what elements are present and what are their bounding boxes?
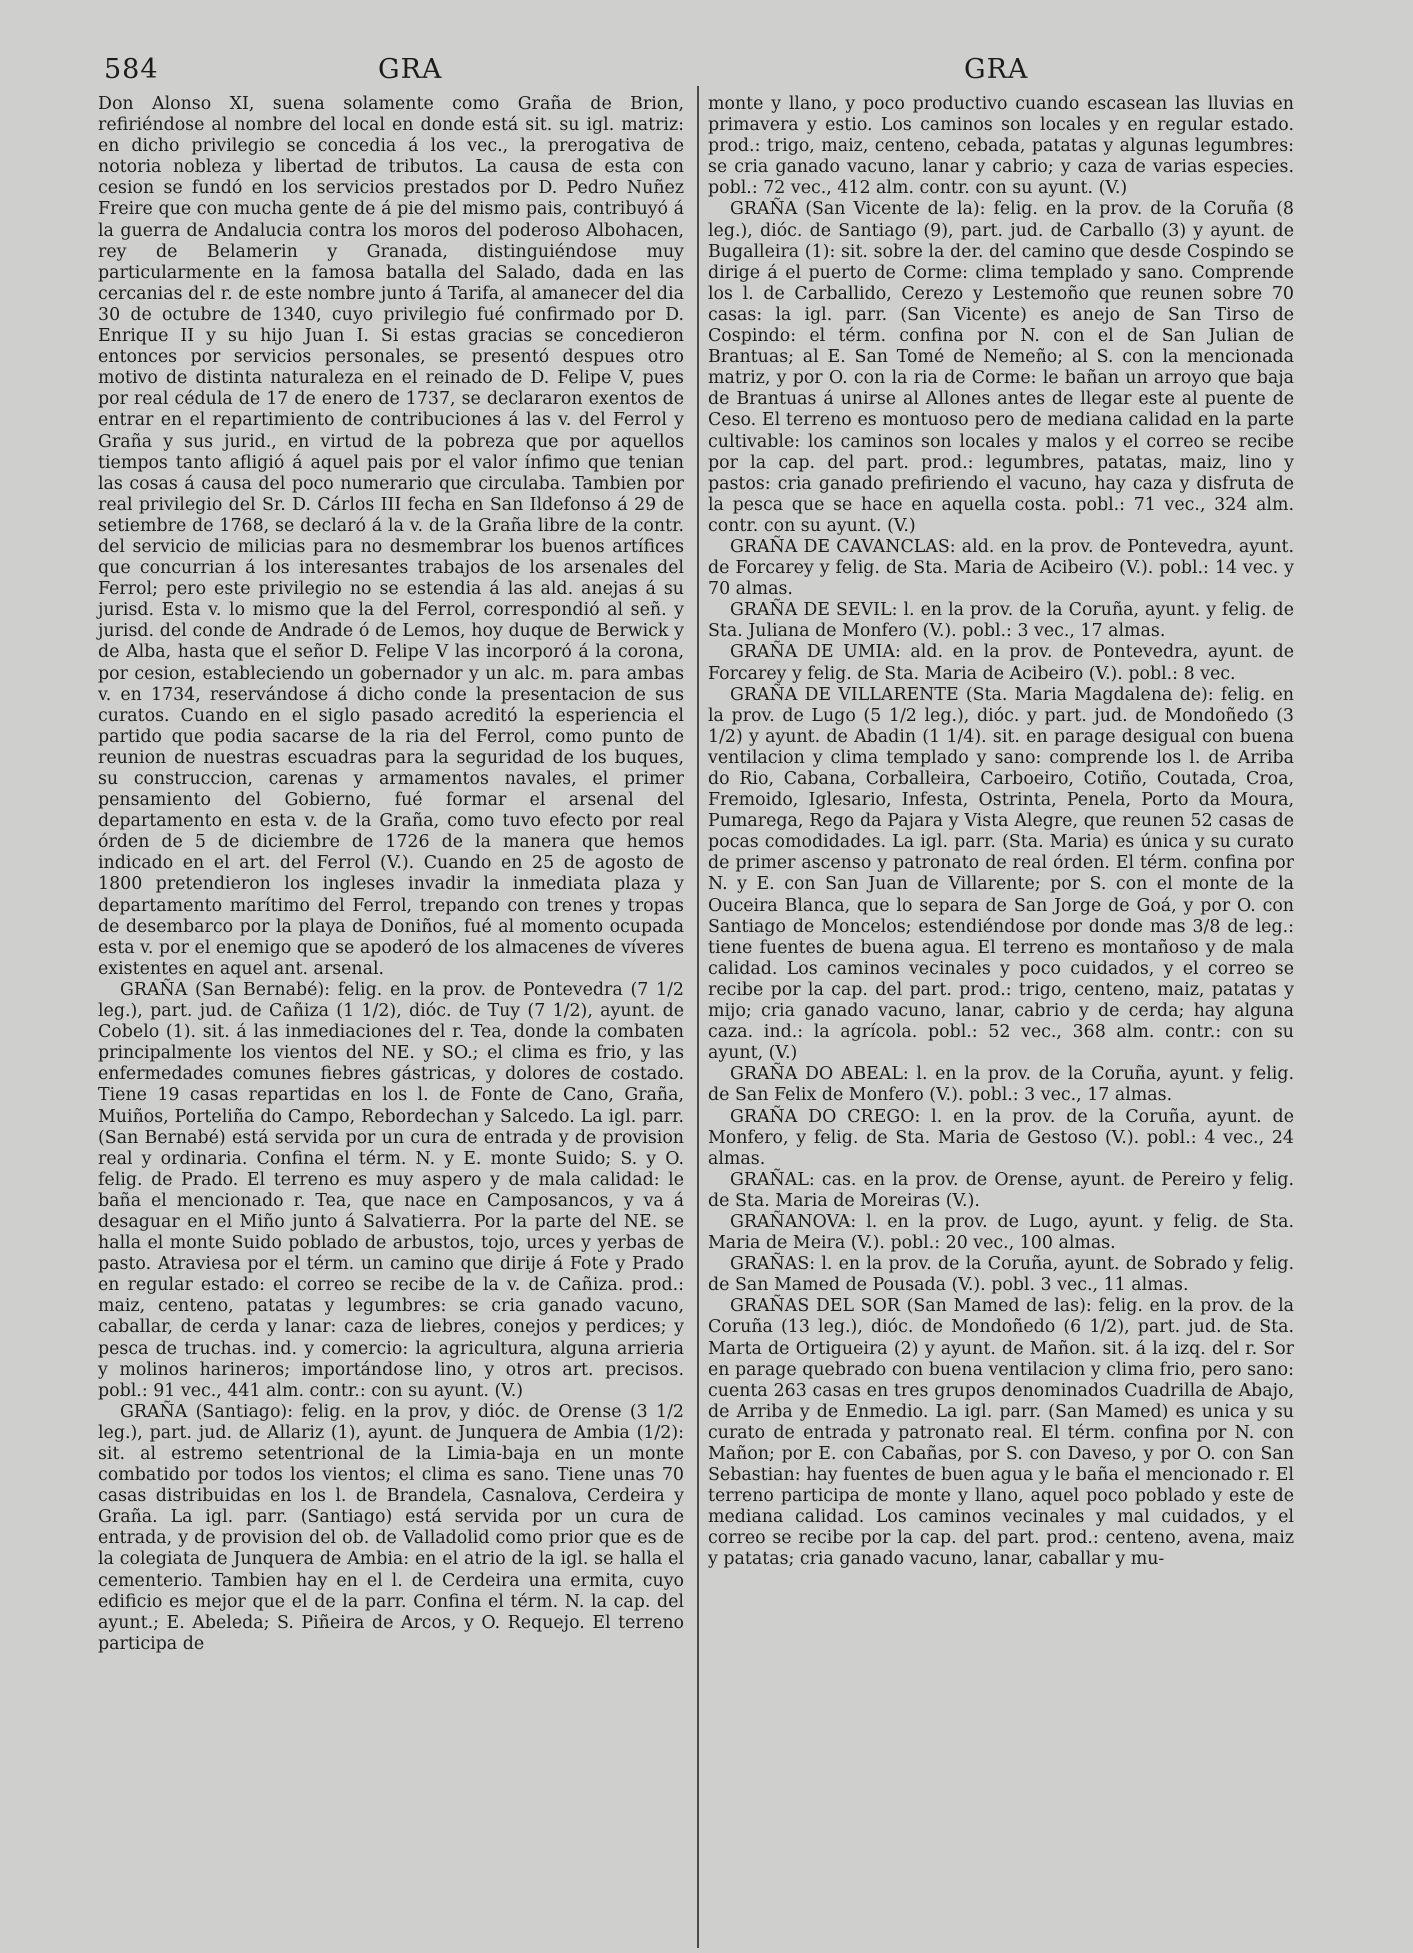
page-number: 584 [104,54,159,85]
right-column [708,94,1294,1571]
entry-paragraph: GRAÑAS DEL SOR (San Mamed de las): felig. en la prov. de la Coruña (13 leg.), dióc. de Mondoñedo (6 1/2), part. jud. de Sta. Marta de Ortigueira (2) y ayunt. de Mañon. sit. á la izq. del r. Sor en parage quebrado con buena ventilacion y clima frio, pero sano: cuenta 263 casas en tres grupos denominados Cuadrilla de Abajo, de Arriba y de Enmedio. La igl. parr. (San Mamed) es unica y su curato de entrada y patronato real. El térm. confina por N. con Mañon; por E. con Cabañas, por S. con Daveso, y por O. con San Sebastian: hay fuentes de buen agua y le baña el mencionado r. El terreno participa de monte y llano, aquel poco poblado y este de mediana calidad. Los caminos vecinales y mal cuidados, y el correo se recibe por la cap. del part. prod.: centeno, avena, maiz y patatas; cria ganado vacuno, lanar, caballar y mu- [708,1296,1294,1570]
left-column [98,94,684,1655]
entry-paragraph: GRAÑA (San Vicente de la): felig. en la prov. de la Coruña (8 leg.), dióc. de Santiago (9), part. jud. de Carballo (3) y ayunt. de Bugalleira (1): sit. sobre la der. del camino que desde Cospindo se dirige á el puerto de Corme: clima templado y sano. Comprende los l. de Carballido, Cerezo y Lestemoño que reunen sobre 70 casas: la igl. parr. (San Vicente) es anejo de San Tirso de Cospindo: el térm. confina por N. con el de San Julian de Brantuas; al E. San Tomé de Nemeño; al S. con la mencionada matriz, y por O. con la ria de Corme: le bañan un arroyo que baja de Brantuas á unirse al Allones antes de llegar este al puente de Ceso. El terreno es montuoso pero de mediana calidad en la parte cultivable: los caminos son locales y malos y el correo se recibe por la cap. del part. prod.: legumbres, patatas, maiz, lino y pastos: cria ganado prefiriendo el vacuno, hay caza y disfruta de la pesca que se hace en aquella costa. pobl.: 71 vec., 324 alm. contr. con su ayunt. (V.) [708,199,1294,536]
entry-paragraph: GRAÑAS: l. en la prov. de la Coruña, ayunt. de Sobrado y felig. de San Mamed de Pousada (V.). pobl. 3 vec., 11 almas. [708,1254,1294,1296]
column-divider [697,86,699,1948]
entry-paragraph: GRAÑANOVA: l. en la prov. de Lugo, ayunt. y felig. de Sta. Maria de Meira (V.). pobl.: 20 vec., 100 almas. [708,1211,1294,1254]
entry-paragraph: GRAÑA (San Bernabé): felig. en la prov. de Pontevedra (7 1/2 leg.), part. jud. de Cañiza (1 1/2), dióc. de Tuy (7 1/2), ayunt. de Cobelo (1). sit. á las inmediaciones del r. Tea, donde la combaten principalmente los vientos del NE. y SO.; el clima es frio, y las enfermedades comunes fiebres gástricas, y dolores de costado. Tiene 19 casas repartidas en los l. de Fonte de Cano, Graña, Muiños, Porteliña do Campo, Rebordechan y Salcedo. La igl. parr. (San Bernabé) está servida por un cura de entrada y de provision real y ordinaria. Confina el térm. N. y E. monte Suido; S. y O. felig. de Prado. El terreno es muy aspero y de mala calidad: le baña el mencionado r. Tea, que nace en Camposancos, y va á desaguar en el Miño junto á Salvatierra. Por la parte del NE. se halla el monte Suido poblado de arbustos, tojo, urces y yerbas de pasto. Atraviesa por el térm. un camino que dirije á Fote y Prado en regular estado: el correo se recibe de la v. de Cañiza. prod.: maiz, centeno, patatas y legumbres: se cria ganado vacuno, caballar, de cerda y lanar: caza de liebres, conejos y perdices; y pesca de truchas. ind. y comercio: la agricultura, alguna arrieria y molinos harineros; importándose lino, y otros art. precisos. pobl.: 91 vec., 441 alm. contr.: con su ayunt. (V.) [98,979,684,1401]
entry-paragraph: GRAÑA DE UMIA: ald. en la prov. de Pontevedra, ayunt. de Forcarey y felig. de Sta. Maria de Acibeiro (V.). pobl.: 8 vec. [708,642,1294,684]
entry-paragraph: GRAÑAL: cas. en la prov. de Orense, ayunt. de Pereiro y felig. de Sta. Maria de Moreiras (V.). [708,1169,1294,1211]
entry-paragraph: GRAÑA (Santiago): felig. en la prov, y dióc. de Orense (3 1/2 leg.), part. jud. de Allariz (1), ayunt. de Junquera de Ambia (1/2): sit. al estremo setentrional de la Limia-baja en un monte combatido por todos los vientos; el clima es sano. Tiene unas 70 casas distribuidas en los l. de Brandela, Casnalova, Cerdeira y Graña. La igl. parr. (Santiago) está servida por un cura de entrada, y de provision del ob. de Valladolid como prior que es de la colegiata de Junquera de Ambia: en el atrio de la igl. se halla el cementerio. Tambien hay en el l. de Cerdeira una ermita, cuyo edificio es mejor que el de la parr. Confina el térm. N. la cap. del ayunt.; E. Abeleda; S. Piñeira de Arcos, y O. Requejo. El terreno participa de [98,1401,684,1654]
entry-paragraph: Don Alonso XI, suena solamente como Graña de Brion, refiriéndose al nombre del local en donde está sit. su igl. matriz: en dicho privilegio se concedia á los vec., la prerogativa de notoria nobleza y libertad de tributos. La causa de esta con cesion se fundó en los servicios prestados por D. Pedro Nuñez Freire que con mucha gente de á pie del mismo pais, contribuyó á la guerra de Andalucia contra los moros del poderoso Albohacen, rey de Belamerin y Granada, distinguiéndose muy particularmente en la famosa batalla del Salado, dada en las cercanias del r. de este nombre junto á Tarifa, al amanecer del dia 30 de octubre de 1340, cuyo privilegio fué confirmado por D. Enrique II y su hijo Juan I. Si estas gracias se concedieron entonces por servicios personales, se presentó despues otro motivo de distinta naturaleza en el reinado de D. Felipe V, pues por real cédula de 17 de enero de 1737, se declararon exentos de entrar en el repartimiento de contribuciones á las v. del Ferrol y Graña y sus jurid., en virtud de la pobreza que por aquellos tiempos tanto afligió á aquel pais por el valor ínfimo que tenian las cosas á causa del poco numerario que circulaba. Tambien por real privilegio del Sr. D. Cárlos III fecha en San Ildefonso á 29 de setiembre de 1768, se declaró á la v. de la Graña libre de la contr. del servicio de milicias para no desmembrar los buenos artífices que concurrian á los interesantes trabajos de los arsenales del Ferrol; pero este privilegio no se estendia á las ald. anejas á su jurisd. Esta v. lo mismo que la del Ferrol, correspondió al señ. y jurisd. del conde de Andrade ó de Lemos, hoy duque de Berwick y de Alba, hasta que el señor D. Felipe V las incorporó á la corona, por cesion, estableciendo un gobernador y un alc. m. para ambas v. en 1734, reservándose á dicho conde la presentacion de sus curatos. Cuando en el siglo pasado acreditó la esperiencia el partido que podia sacarse de la ria del Ferrol, como punto de reunion de nuestras escuadras para la seguridad de los buques, su construccion, carenas y armamentos navales, el primer pensamiento del Gobierno, fué formar el arsenal del departamento en esta v. de la Graña, como tuvo efecto por real órden de 5 de diciembre de 1726 de la manera que hemos indicado en el art. del Ferrol (V.). Cuando en 25 de agosto de 1800 pretendieron los ingleses invadir la inmediata plaza y departamento marítimo del Ferrol, trepando con trenes y tropas de desembarco por la playa de Doniños, fué al momento ocupada esta v. por el enemigo que se apoderó de los almacenes de víveres existentes en aquel ant. arsenal. [98,94,684,979]
entry-paragraph: GRAÑA DO CREGO: l. en la prov. de la Coruña, ayunt. de Monfero, y felig. de Sta. Maria de Gestoso (V.). pobl.: 4 vec., 24 almas. [708,1106,1294,1169]
running-word-left: GRA [378,54,443,85]
running-word-right: GRA [964,54,1029,85]
entry-paragraph: GRAÑA DE SEVIL: l. en la prov. de la Coruña, ayunt. y felig. de Sta. Juliana de Monfero (V.). pobl.: 3 vec., 17 almas. [708,600,1294,642]
entry-paragraph: GRAÑA DE CAVANCLAS: ald. en la prov. de Pontevedra, ayunt. de Forcarey y felig. de Sta. Maria de Acibeiro (V.). pobl.: 14 vec. y 70 almas. [708,536,1294,600]
entry-paragraph: monte y llano, y poco productivo cuando escasean las lluvias en primavera y estio. Los caminos son locales y en regular estado. prod.: trigo, maiz, centeno, cebada, patatas y algunas legumbres: se cria ganado vacuno, lanar y cabrio; y caza de varias especies. pobl.: 72 vec., 412 alm. contr. con su ayunt. (V.) [708,94,1294,199]
running-header [100,54,1290,94]
entry-paragraph: GRAÑA DO ABEAL: l. en la prov. de la Coruña, ayunt. y felig. de San Felix de Monfero (V.). pobl.: 3 vec., 17 almas. [708,1064,1294,1106]
entry-paragraph: GRAÑA DE VILLARENTE (Sta. Maria Magdalena de): felig. en la prov. de Lugo (5 1/2 leg.), dióc. y part. jud. de Mondoñedo (3 1/2) y ayunt. de Abadin (1 1/4). sit. en parage desigual con buena ventilacion y clima templado y sano: comprende los l. de Arriba do Rio, Cabana, Corballeira, Carboeiro, Cotiño, Coutada, Croa, Fremoido, Iglesario, Infesta, Ostrinta, Penela, Porto da Moura, Pumarega, Rego da Pajara y Vista Alegre, que reunen 52 casas de pocas comodidades. La igl. parr. (Sta. Maria) es única y su curato de primer ascenso y patronato de real órden. El térm. confina por N. y E. con San Juan de Villarente; por S. con el monte de la Ouceira Blanca, que lo separa de San Jorge de Goá, y por O. con Santiago de Moncelos; estendiéndose por donde mas 3/8 de leg.: tiene fuentes de buena agua. El terreno es montañoso y de mala calidad. Los caminos vecinales y poco cuidados, y el correo se recibe por la cap. del part. prod.: trigo, centeno, maiz, patatas y mijo; cria ganado vacuno, lanar, cabrio y de cerda; hay alguna caza. ind.: la agrícola. pobl.: 52 vec., 368 alm. contr.: con su ayunt, (V.) [708,684,1294,1064]
